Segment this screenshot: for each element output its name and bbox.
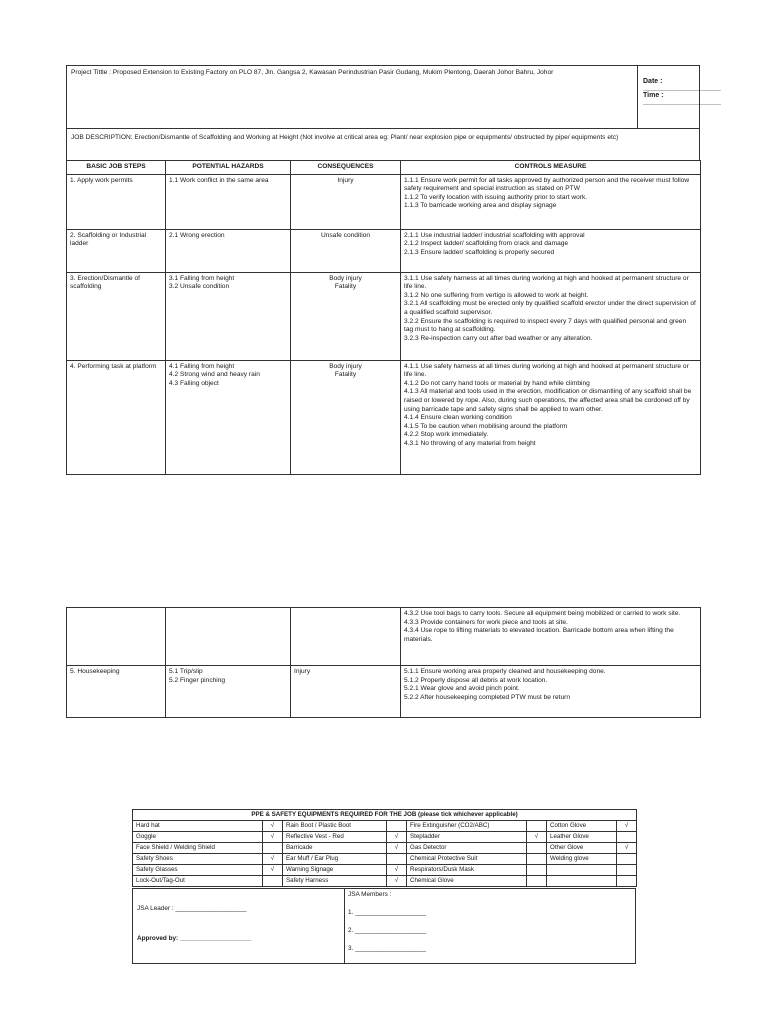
hazard-line: 3.2 Unsafe condition <box>169 283 230 291</box>
ppe-checkbox[interactable]: √ <box>617 843 637 854</box>
ppe-checkbox[interactable] <box>527 821 547 832</box>
ppe-item: Other Glove <box>547 843 617 854</box>
consequence-line: Fatality <box>334 283 357 291</box>
hazards-cell <box>166 272 291 360</box>
controls-cell <box>401 608 701 666</box>
ppe-row <box>133 876 637 887</box>
table-row <box>67 174 701 229</box>
table-row <box>67 360 701 474</box>
consequence-line: Fatality <box>334 371 357 379</box>
control-line: 4.3.1 No throwing of any material from height <box>404 439 536 447</box>
header-box <box>66 65 721 161</box>
step-cell: 1. Apply work permits <box>67 174 166 229</box>
project-title: Project Tittle : Proposed Extension to Existing Factory on PLO 87, Jln. Gangsa 2, Kawasan Perindustrian Pasir Gudang, Mukim Plentong, Daerah Johor Bahru, Johor <box>71 69 554 76</box>
consequences-cell <box>291 608 401 666</box>
ppe-item: Welding glove <box>547 854 617 865</box>
hazard-line: 5.1 Trip/slip <box>169 668 203 675</box>
ppe-item: Gas Detector <box>407 843 527 854</box>
consequences-cell <box>291 229 401 272</box>
approved-by-field[interactable]: Approved by: ____________________ <box>137 935 252 942</box>
jsa-members-label: JSA Members : <box>348 891 392 898</box>
control-line: 2.1.3 Ensure ladder/ scaffolding is properly secured <box>404 248 555 256</box>
control-line: 2.1.1 Use industrial ladder/ industrial scaffolding with approval <box>404 231 585 239</box>
ppe-title: PPE & SAFETY EQUIPMENTS REQUIRED FOR THE JOB (please tick whichever applicable) <box>133 810 637 821</box>
ppe-checkbox[interactable] <box>527 854 547 865</box>
ppe-item: Barricade <box>283 843 387 854</box>
ppe-checkbox[interactable] <box>527 865 547 876</box>
table-row <box>67 608 701 666</box>
ppe-checkbox[interactable]: √ <box>263 832 283 843</box>
ppe-checkbox[interactable] <box>263 843 283 854</box>
signoff-box <box>132 888 636 964</box>
ppe-checkbox[interactable]: √ <box>527 832 547 843</box>
col-header-controls: CONTROLS MEASURE <box>401 161 701 175</box>
control-line: 5.1.1 Ensure working area properly cleaned and housekeeping done. <box>404 668 606 675</box>
ppe-item: Leather Glove <box>547 832 617 843</box>
ppe-checkbox[interactable] <box>617 876 637 887</box>
jsa-member-field[interactable]: 3. ____________________ <box>348 945 427 952</box>
consequence-line: Unsafe condition <box>320 231 371 239</box>
ppe-item: Chemical Protective Suit <box>407 854 527 865</box>
control-line: 3.2.3 Re-inspection carry out after bad weather or any alteration. <box>404 334 593 342</box>
hazard-line: 4.3 Falling object <box>169 379 219 387</box>
signoff-divider <box>344 889 345 963</box>
control-line: 3.1.1 Use safety harness at all times during working at high and hooked at permanent structure or life line. <box>404 274 689 291</box>
ppe-item: Stepladder <box>407 832 527 843</box>
ppe-item: Safety Shoes <box>133 854 263 865</box>
hazard-line: 4.1 Falling from height <box>169 362 235 370</box>
control-line: 4.1.4 Ensure clean working condition <box>404 414 512 422</box>
time-field[interactable]: Time : ____________________ <box>643 92 721 106</box>
table-header-row <box>67 161 701 175</box>
ppe-row <box>133 865 637 876</box>
ppe-table <box>132 809 637 887</box>
date-field[interactable]: Date : ____________________ <box>643 78 721 92</box>
control-line: 5.1.2 Properly dispose all debris at work location. <box>404 676 548 684</box>
ppe-checkbox[interactable]: √ <box>617 821 637 832</box>
table-row <box>67 666 701 718</box>
control-line: 2.1.2 Inspect ladder/ scaffolding from crack and damage <box>404 240 569 248</box>
control-line: 5.2.2 After housekeeping completed PTW must be return <box>404 693 571 701</box>
col-header-steps: BASIC JOB STEPS <box>67 161 166 175</box>
ppe-item: Fire Extinguisher (CO2/ABC) <box>407 821 527 832</box>
ppe-checkbox[interactable] <box>617 865 637 876</box>
header-separator <box>67 128 699 129</box>
ppe-item: Hard hat <box>133 821 263 832</box>
step-cell: 3. Erection/Dismantle of scaffolding <box>67 272 166 360</box>
ppe-checkbox[interactable]: √ <box>263 821 283 832</box>
ppe-checkbox[interactable] <box>527 843 547 854</box>
jsa-member-field[interactable]: 2. ____________________ <box>348 927 427 934</box>
controls-cell <box>401 360 701 474</box>
ppe-item: Lock-Out/Tag-Out <box>133 876 263 887</box>
control-line: 4.1.1 Use safety harness at all times during working at high and hooked at permanent structure or life line. <box>404 362 689 379</box>
ppe-item: Chemical Glove <box>407 876 527 887</box>
jsa-leader-field[interactable]: JSA Leader : ____________________ <box>137 905 247 912</box>
hazard-line: 2.1 Wrong erection <box>169 231 225 239</box>
ppe-item: Goggle <box>133 832 263 843</box>
control-line: 3.2.2 Ensure the scaffolding is required to inspect every 7 days with qualified personal and green tag must to hang at scaffolding. <box>404 317 687 334</box>
controls-cell <box>401 174 701 229</box>
ppe-checkbox[interactable] <box>617 854 637 865</box>
ppe-checkbox[interactable]: √ <box>263 854 283 865</box>
ppe-checkbox[interactable] <box>387 854 407 865</box>
controls-cell <box>401 272 701 360</box>
control-line: 1.1.2 To verify location with issuing authority prior to start work. <box>404 193 588 201</box>
ppe-item <box>547 876 617 887</box>
control-line: 4.1.3 All material and tools used in the erection, modification or dismantling of any scaffold shall be raised or lowered by rope. Also, during such operations, the affected area shall be cordoned off by using barricade tape and safety signs shall be applied to warn other. <box>404 388 692 413</box>
step-cell: 4. Performing task at platform <box>67 360 166 474</box>
hazard-line: 3.1 Falling from height <box>169 274 235 282</box>
jsa-table-continued <box>66 607 701 718</box>
step-cell: 5. Housekeeping <box>67 666 166 718</box>
controls-cell <box>401 666 701 718</box>
consequences-cell <box>291 360 401 474</box>
hazards-cell <box>166 608 291 666</box>
ppe-row <box>133 854 637 865</box>
control-line: 4.1.2 Do not carry hand tools or material by hand while climbing <box>404 379 590 387</box>
ppe-item: Ear Muff / Ear Plug <box>283 854 387 865</box>
consequence-line: Body injury <box>329 274 362 282</box>
step-cell <box>67 608 166 666</box>
consequence-line: Body injury <box>329 362 362 370</box>
step-cell: 2. Scaffolding or Industrial ladder <box>67 229 166 272</box>
ppe-checkbox[interactable] <box>527 876 547 887</box>
control-line: 4.2.2 Stop work immediately. <box>404 431 489 439</box>
hazard-line: 5.2 Finger pinching <box>169 676 226 684</box>
ppe-row <box>133 832 637 843</box>
ppe-row <box>133 843 637 854</box>
header-divider <box>637 66 638 128</box>
ppe-item: Warning Signage <box>283 865 387 876</box>
control-line: 4.3.3 Provide containers for work piece and tools at site. <box>404 618 568 626</box>
ppe-item: Respirators/Dusk Mask <box>407 865 527 876</box>
ppe-checkbox[interactable] <box>617 832 637 843</box>
control-line: 1.1.1 Ensure work permit for all tasks approved by authorized person and the receiver must follow safety requirement and special instruction as stated on PTW <box>404 176 690 193</box>
control-line: 4.1.5 To be caution when mobilising around the platform <box>404 422 568 430</box>
table-row <box>67 229 701 272</box>
ppe-row <box>133 821 637 832</box>
control-line: 4.3.2 Use tool bags to carry tools. Secure all equipment being mobilized or carried to work site. <box>404 610 681 617</box>
control-line: 1.1.3 To barricade working area and display signage <box>404 202 557 210</box>
ppe-checkbox[interactable]: √ <box>387 876 407 887</box>
controls-cell <box>401 229 701 272</box>
ppe-item <box>547 865 617 876</box>
hazards-cell <box>166 174 291 229</box>
jsa-member-field[interactable]: 1. ____________________ <box>348 909 427 916</box>
consequence-line: Injury <box>294 668 311 675</box>
ppe-item: Reflective Vest - Red <box>283 832 387 843</box>
hazards-cell <box>166 360 291 474</box>
control-line: 3.1.2 No one suffering from vertigo is allowed to work at height. <box>404 291 589 299</box>
consequences-cell <box>291 272 401 360</box>
col-header-consequences: CONSEQUENCES <box>291 161 401 175</box>
ppe-item: Safety Harness <box>283 876 387 887</box>
hazard-line: 4.2 Strong wind and heavy rain <box>169 371 260 379</box>
ppe-checkbox[interactable]: √ <box>387 832 407 843</box>
hazard-line: 1.1 Work conflict in the same area <box>169 176 269 184</box>
ppe-title-row <box>133 810 637 821</box>
consequences-cell <box>291 666 401 718</box>
consequence-line: Injury <box>337 176 354 184</box>
control-line: 5.2.1 Wear glove and avoid pinch point. <box>404 685 520 693</box>
control-line: 3.2.1 All scaffolding must be erected only by qualified scaffold erector under the direct supervision of a qualified scaffold supervisor. <box>404 300 696 316</box>
jsa-table <box>66 160 701 475</box>
table-row <box>67 272 701 360</box>
col-header-hazards: POTENTIAL HAZARDS <box>166 161 291 175</box>
ppe-item: Rain Boot / Plastic Boot <box>283 821 387 832</box>
ppe-checkbox[interactable]: √ <box>263 865 283 876</box>
job-description: JOB DESCRIPTION: Erection/Dismantle of Scaffolding and Working at Height (Not involve at critical area eg: Plant/ near explosion pipe or equipments/ obstructed by pipe/ equipments etc) <box>71 134 619 141</box>
ppe-item: Face Shield / Welding Shield <box>133 843 263 854</box>
hazards-cell <box>166 229 291 272</box>
ppe-checkbox[interactable]: √ <box>387 865 407 876</box>
ppe-item: Safety Glasses <box>133 865 263 876</box>
consequences-cell <box>291 174 401 229</box>
ppe-checkbox[interactable]: √ <box>387 843 407 854</box>
ppe-item: Cotton Glove <box>547 821 617 832</box>
ppe-checkbox[interactable] <box>263 876 283 887</box>
hazards-cell <box>166 666 291 718</box>
ppe-checkbox[interactable] <box>387 821 407 832</box>
control-line: 4.3.4 Use rope to lifting materials to elevated location. Barricade bottom area when lifting the materials. <box>404 627 674 643</box>
